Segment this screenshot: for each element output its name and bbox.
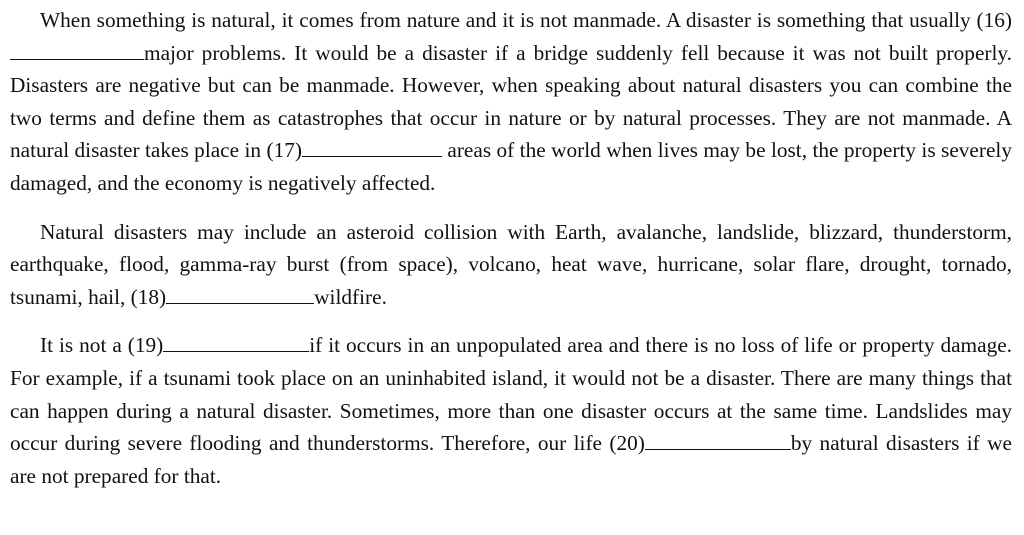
paragraph-text: It is not a (19) — [40, 333, 164, 358]
answer-blank — [166, 284, 314, 304]
paragraph-2 — [10, 216, 1012, 314]
paragraph-text: if it occurs in an unpopulated area and there is no loss of life or property damage. For example, if a tsunami took place on an uninhabited island, it would not be a disaster. There are many things that can happen during a natural disaster. Sometimes, more than one disaster occurs at the same time. Landslides may occur during severe flooding and thunderstorms. Therefore, our life (20) — [10, 333, 1012, 456]
answer-blank — [645, 430, 791, 450]
paragraph-text: major problems. It would be a disaster if a bridge suddenly fell because it was not built properly. Disasters are negative but can be manmade. However, when speaking about natural disasters you can combine the two terms and define them as catastrophes that occur in nature or by natural processes. They are not manmade. A natural disaster takes place in (17) — [10, 40, 1012, 163]
answer-blank — [302, 137, 442, 157]
paragraph-1 — [10, 4, 1012, 200]
paragraph-3 — [10, 329, 1012, 492]
paragraph-text: areas of the world when lives may be lost, the property is severely damaged, and the economy is negatively affected. — [10, 138, 1012, 195]
paragraph-text: by natural disasters if we are not prepared for that. — [10, 431, 1012, 488]
answer-blank — [163, 332, 309, 352]
answer-blank — [10, 40, 144, 60]
paragraph-text: When something is natural, it comes from nature and it is not manmade. A disaster is something that usually (16) — [40, 8, 1012, 32]
paragraph-text: Natural disasters may include an asteroid collision with Earth, avalanche, landslide, blizzard, thunderstorm, earthquake, flood, gamma-ray burst (from space), volcano, heat wave, hurricane, solar flare, drought, tornado, tsunami, hail, (18) — [10, 219, 1012, 309]
paragraph-text: wildfire. — [314, 284, 387, 309]
